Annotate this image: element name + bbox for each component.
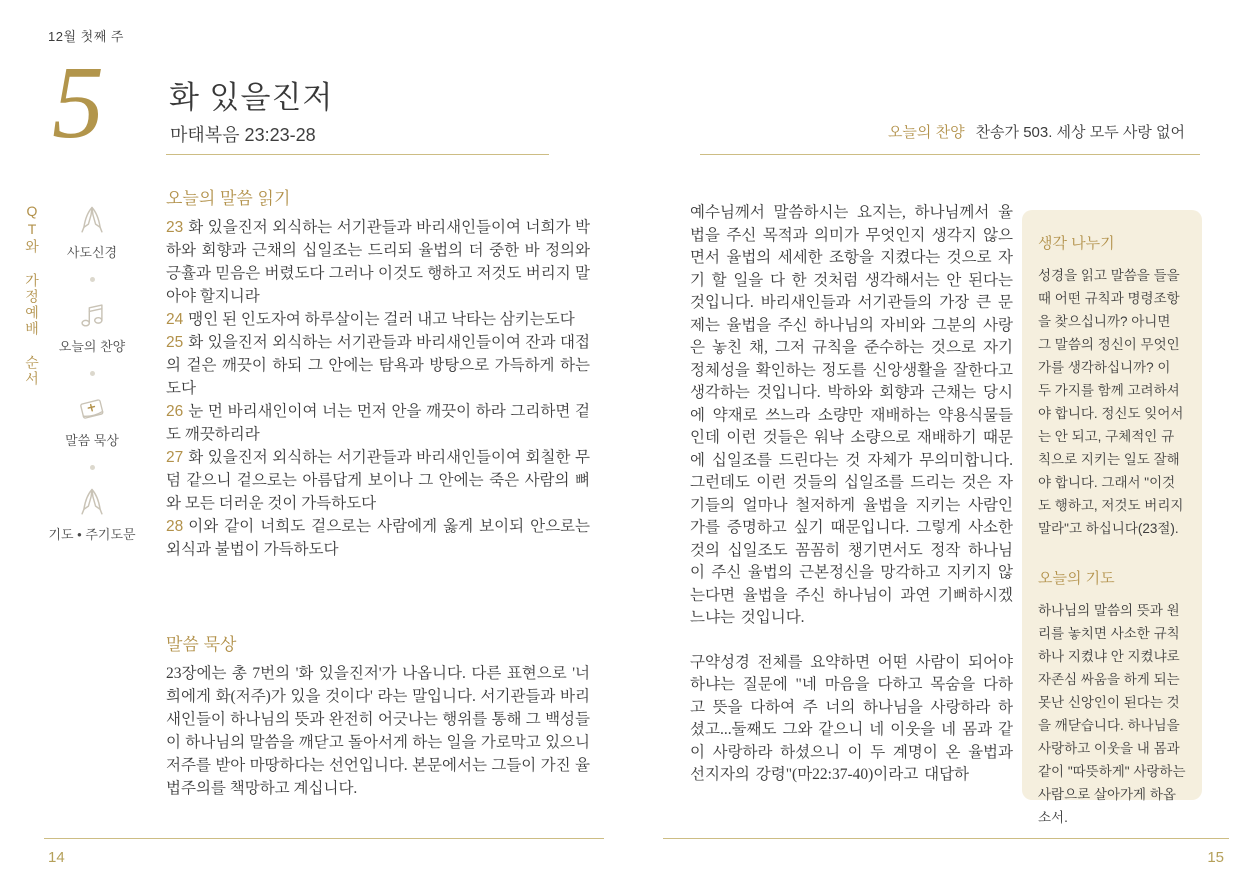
verse-text: 이와 같이 너희도 겉으로는 사람에게 옳게 보이되 안으로는 외식과 불법이 가득하도다 — [166, 518, 590, 558]
verse — [166, 446, 590, 515]
music-note-icon — [74, 297, 110, 333]
share-thoughts-heading: 생각 나누기 — [1038, 235, 1115, 252]
step-separator-dot — [90, 371, 95, 376]
step-todays-praise — [59, 297, 125, 355]
verse-number: 28 — [166, 518, 184, 535]
verse-list — [166, 216, 590, 561]
step-word-meditation — [65, 391, 119, 449]
praise-label: 오늘의 찬양 — [887, 124, 965, 141]
reading-heading: 오늘의 말씀 읽기 — [166, 189, 291, 208]
step-separator-dot — [90, 277, 95, 282]
scripture-reading-section — [166, 184, 590, 561]
verse-text: 화 있을진저 외식하는 서기관들과 바리새인들이여 회칠한 무덤 같으니 겉으로는 아름답게 보이나 그 안에는 죽은 사람의 뼈와 모든 더러운 것이 가득하도다 — [166, 449, 590, 512]
meditation-heading: 말씀 묵상 — [166, 635, 237, 654]
verse-text: 화 있을진저 외식하는 서기관들과 바리새인들이여 너희가 박하와 회향과 근채의 십일조는 드리되 율법의 더 중한 바 정의와 긍휼과 믿음은 버렸도다 그러나 이것도 행하고 저것도 버리지 말아야 할지니라 — [166, 219, 590, 305]
verse-number: 27 — [166, 449, 184, 466]
worship-order-steps — [38, 203, 146, 543]
commentary-column — [690, 202, 1013, 809]
praying-hands-icon — [74, 485, 110, 521]
verse — [166, 515, 590, 561]
verse-text: 눈 먼 바리새인이여 너는 먼저 안을 깨끗이 하라 그리하면 겉도 깨끗하리라 — [166, 403, 590, 443]
step-apostles-creed — [67, 203, 117, 261]
week-label: 12월 첫째 주 — [48, 29, 124, 44]
verse-number: 23 — [166, 219, 184, 236]
day-number: 5 — [52, 45, 104, 160]
verse — [166, 331, 590, 400]
todays-praise-line — [888, 121, 1185, 142]
meditation-section — [166, 630, 590, 800]
footer-divider-left — [44, 838, 604, 839]
sidebar-vertical-title: QT와 가정예배 순서 — [24, 203, 40, 387]
bible-icon — [74, 391, 110, 427]
step-label: 기도 • 주기도문 — [48, 527, 136, 542]
meditation-body: 23장에는 총 7번의 '화 있을진저'가 나옵니다. 다른 표현으로 '너희에게 화(저주)가 있을 것이다' 라는 말입니다. 서기관들과 바리새인들이 하나님의 뜻과 완전히 어긋나는 행위를 통해 그 백성들이 하나님의 말씀을 깨닫고 돌아서게 하는 일을 가로막고 있으니 저주를 받아 마땅하다는 선언입니다. 본문에서는 그들이 가진 율법주의를 책망하고 계십니다. — [166, 665, 590, 797]
praise-song-title: 찬송가 503. 세상 모두 사랑 없어 — [975, 124, 1185, 141]
praying-hands-icon — [74, 203, 110, 239]
share-thoughts-body: 성경을 읽고 말씀을 들을 때 어떤 규칙과 명령조항을 찾으십니까? 아니면 그 말씀의 정신이 무엇인가를 생각하십니까? 이 두 가지를 함께 고려하셔야 합니다. 정신도 잊어서는 안 되고, 구체적인 규칙으로 지키는 일도 잘해야 합니다. 그래서 "이것도 행하고, 저것도 버리지 말라"고 하십니다(23절). — [1038, 268, 1184, 536]
todays-prayer-body: 하나님의 말씀의 뜻과 원리를 놓치면 사소한 규칙 하나 지켰냐 안 지켰냐로 자존심 싸움을 하게 되는 못난 신앙인이 된다는 것을 깨닫습니다. 하나님을 사랑하고 이웃을 내 몸과 같이 "따뜻하게" 사랑하는 사람으로 살아가게 하옵소서. — [1038, 603, 1186, 825]
header-divider-right — [700, 154, 1200, 155]
verse — [166, 216, 590, 308]
verse-text: 화 있을진저 외식하는 서기관들과 바리새인들이여 잔과 대접의 겉은 깨끗이 하되 그 안에는 탐욕과 방탕으로 가득하게 하는도다 — [166, 334, 590, 397]
step-label: 사도신경 — [66, 245, 118, 260]
todays-prayer-heading: 오늘의 기도 — [1038, 570, 1115, 587]
page-number-left: 14 — [48, 849, 65, 866]
page-title: 화 있을진저 — [169, 80, 334, 115]
commentary-paragraph: 구약성경 전체를 요약하면 어떤 사람이 되어야 하냐는 질문에 "네 마음을 다하고 목숨을 다하고 뜻을 다하여 주 너의 하나님을 사랑하라 하셨고...둘째도 그와 같으니 네 이웃을 네 몸과 같이 사랑하라 하셨으니 이 두 계명이 온 율법과 선지자의 강령"(마22:37-40)이라고 대답하 — [690, 653, 1013, 783]
verse — [166, 400, 590, 446]
commentary-paragraph: 예수님께서 말씀하시는 요지는, 하나님께서 율법을 주신 목적과 의미가 무엇인지 생각지 않으면서 율법의 세세한 조항을 지켰다는 것으로 자기 할 일을 다 한 것처럼 생각해서는 안 된다는 것입니다. 바리새인들과 서기관들의 가장 큰 문제는 율법을 주신 하나님의 자비와 그분의 사랑은 놓친 채, 그저 규칙을 준수하는 것으로 자기 정체성을 확인하는 정도를 신앙생활을 잘한다고 생각하는 것입니다. 박하와 회향과 근채는 당시에 약재로 쓰느라 소량만 재배하는 약용식물들인데 이런 것들은 워낙 소량으로 재배하기 때문에 십일조를 드린다는 것 자체가 무의미합니다. 그런데도 이런 것들의 십일조를 드리는 것은 자기들의 얼마나 철저하게 율법을 지키는 사람인가를 증명하고 싶기 때문입니다. 그렇게 사소한 것의 십일조도 꼼꼼히 챙기면서도 정작 하나님이 주신 율법의 근본정신을 망각하고 지키지 않는다면 율법을 주신 하나님이 과연 기뻐하시겠느냐는 것입니다. — [690, 204, 1013, 626]
header-divider-left — [166, 154, 549, 155]
verse-number: 24 — [166, 311, 184, 328]
reflection-box — [1022, 210, 1202, 825]
step-prayer-lords-prayer — [48, 485, 135, 543]
step-label: 오늘의 찬양 — [58, 339, 126, 354]
footer-divider-right — [663, 838, 1229, 839]
scripture-reference: 마태복음 23:23-28 — [170, 125, 316, 145]
verse-number: 26 — [166, 403, 184, 420]
verse — [166, 308, 590, 331]
step-separator-dot — [90, 465, 95, 470]
verse-number: 25 — [166, 334, 184, 351]
verse-text: 맹인 된 인도자여 하루살이는 걸러 내고 낙타는 삼키는도다 — [188, 311, 575, 328]
page-number-right: 15 — [1207, 849, 1224, 866]
step-label: 말씀 묵상 — [65, 433, 119, 448]
